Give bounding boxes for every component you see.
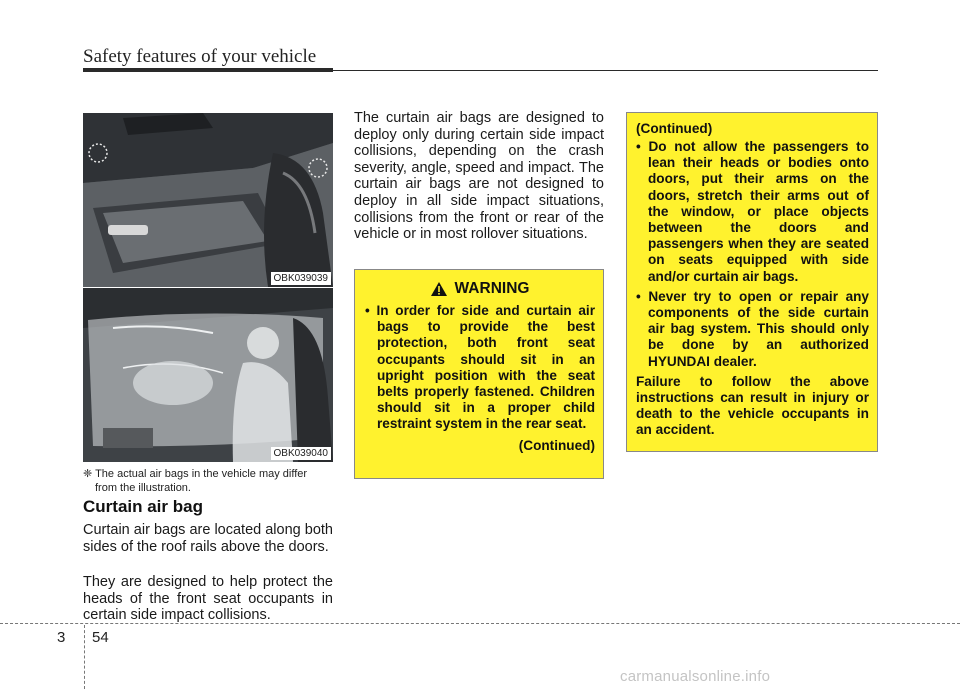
warning-triangle-icon — [431, 282, 447, 296]
header-rule-thick — [83, 68, 333, 72]
page-number: 54 — [92, 629, 109, 646]
figure-airbag-stowed — [83, 113, 333, 287]
figure-label: OBK039039 — [271, 272, 332, 285]
note-line-2: from the illustration. — [95, 482, 191, 494]
page-header-title: Safety features of your vehicle — [83, 46, 317, 67]
illustration-note — [83, 467, 338, 495]
middle-paragraph: The curtain air bags are designed to deploy only during certain side impact collisions, depending on the crash severity, angle, speed and impact. The curtain air bags are not designed to deploy in all side impact situations, collisions from the front or rear of the vehicle or in most rollover situations. — [354, 110, 604, 243]
continued-item-2: • Never try to open or repair any components of the side curtain air bag system. This should only be done by an authorized HYUNDAI dealer. — [636, 288, 869, 369]
footer-rule — [0, 623, 960, 624]
section-heading: Curtain air bag — [83, 497, 203, 516]
header-rule-thin — [333, 70, 878, 71]
note-symbol: ❈ — [83, 468, 93, 480]
watermark: carmanualsonline.info — [620, 668, 771, 685]
warning-title: WARNING — [454, 280, 530, 297]
section-paragraph-1: Curtain air bags are located along both sides of the roof rails above the doors. — [83, 522, 333, 555]
continued-final-text: Failure to follow the above instructions can result in injury or death to the vehicle occupants in an accident. — [636, 373, 869, 438]
figure-label: OBK039040 — [271, 447, 332, 460]
section-paragraph-2: They are designed to help protect the heads of the front seat occupants in certain side impact collisions. — [83, 574, 333, 624]
continued-warning-box — [626, 112, 878, 452]
warning-item-1: • In order for side and curtain air bags to provide the best protection, both front seat occupants should sit in an upright position with the seat belts properly fastened. Children should sit in a proper child restraint system in the rear seat. — [365, 303, 595, 432]
continued-item-1: • Do not allow the passengers to lean their heads or bodies onto doors, put their arms on the doors, stretch their arms out of the window, or place objects between the doors and passengers when they are seated on seats equipped with side and/or curtain air bags. — [636, 139, 869, 284]
warning-box — [354, 269, 604, 479]
figure-airbag-deployed — [83, 288, 333, 462]
footer-vertical-rule — [84, 625, 85, 689]
warning-continued: (Continued) — [518, 437, 595, 453]
chapter-number: 3 — [57, 629, 66, 646]
continued-title: (Continued) — [636, 121, 713, 136]
deployed-airbag-illustration — [83, 288, 333, 462]
note-line-1: The actual air bags in the vehicle may differ — [95, 468, 308, 480]
warning-header — [365, 280, 595, 298]
door-interior-illustration — [83, 113, 333, 287]
